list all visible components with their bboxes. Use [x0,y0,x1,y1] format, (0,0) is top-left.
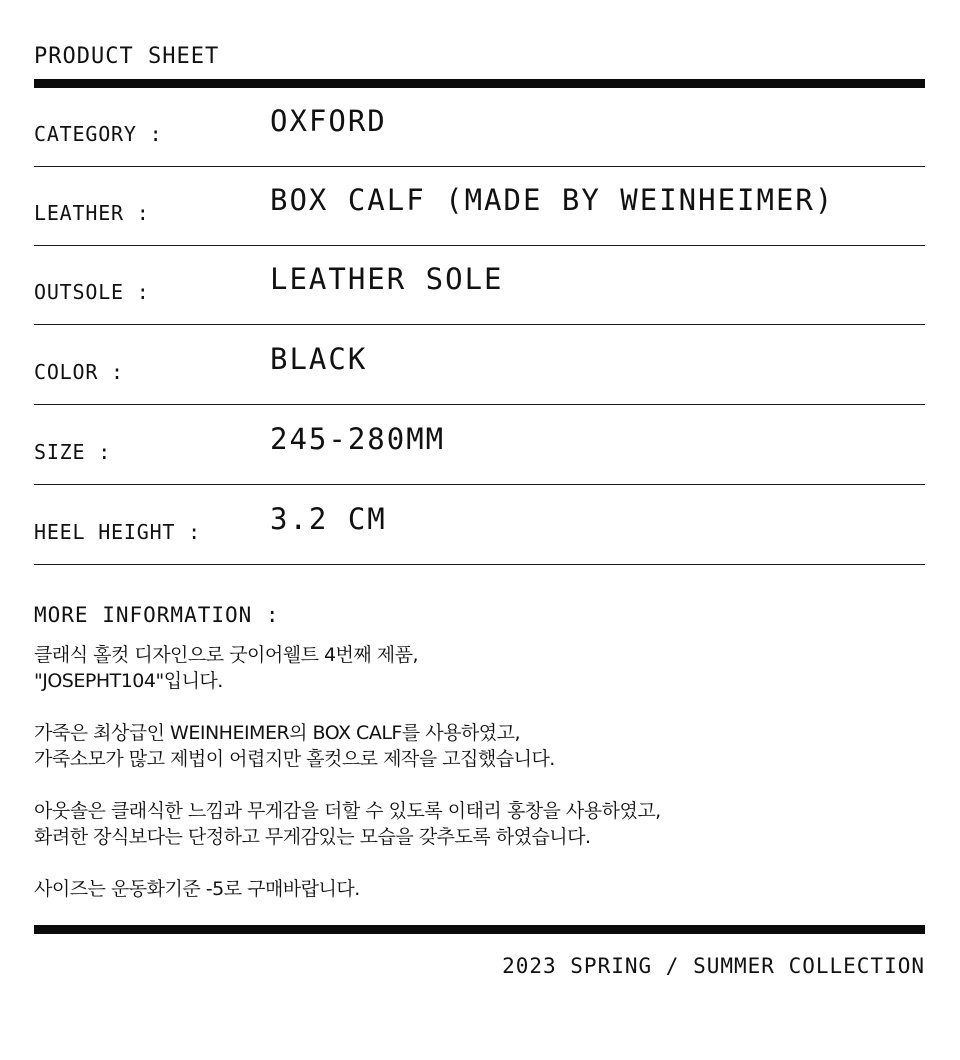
spec-label: LEATHER : [34,201,150,225]
spec-row-size [34,406,925,485]
info-paragraph [34,642,925,694]
spec-label: HEEL HEIGHT : [34,520,201,544]
info-line: "JOSEPHT104"입니다. [34,670,223,692]
spec-value: BLACK [270,342,368,376]
spec-label: CATEGORY : [34,122,163,146]
spec-row-category [34,88,925,167]
info-line: 화려한 장식보다는 단정하고 무게감있는 모습을 갖추도록 하였습니다. [34,826,591,848]
info-line: 클래식 홀컷 디자인으로 굿이어웰트 4번째 제품, [34,644,419,666]
more-information-heading: MORE INFORMATION : [34,603,280,627]
page-title: PRODUCT SHEET [34,44,220,69]
info-line: 아웃솔은 클래식한 느낌과 무게감을 더할 수 있도록 이태리 홍창을 사용하였고, [34,800,661,822]
spec-label: COLOR : [34,360,124,384]
top-divider [34,79,925,88]
spec-row-leather [34,167,925,246]
info-paragraph [34,876,925,902]
spec-row-outsole [34,246,925,325]
info-line: 가죽소모가 많고 제법이 어렵지만 홀컷으로 제작을 고집했습니다. [34,748,555,770]
info-paragraph [34,720,925,772]
info-line: 사이즈는 운동화기준 -5로 구매바랍니다. [34,878,360,900]
spec-label: SIZE : [34,440,112,464]
spec-value: OXFORD [270,104,387,138]
bottom-divider [34,925,925,934]
spec-value: 3.2 CM [270,502,387,536]
spec-row-color [34,326,925,405]
spec-value: LEATHER SOLE [270,262,504,296]
collection-label: 2023 SPRING / SUMMER COLLECTION [502,954,925,978]
info-line: 가죽은 최상급인 WEINHEIMER의 BOX CALF를 사용하였고, [34,722,521,744]
info-paragraph [34,798,925,850]
spec-label: OUTSOLE : [34,280,150,304]
spec-value: 245-280MM [270,422,446,456]
spec-value: BOX CALF (MADE BY WEINHEIMER) [270,183,835,217]
spec-row-heel-height [34,486,925,565]
